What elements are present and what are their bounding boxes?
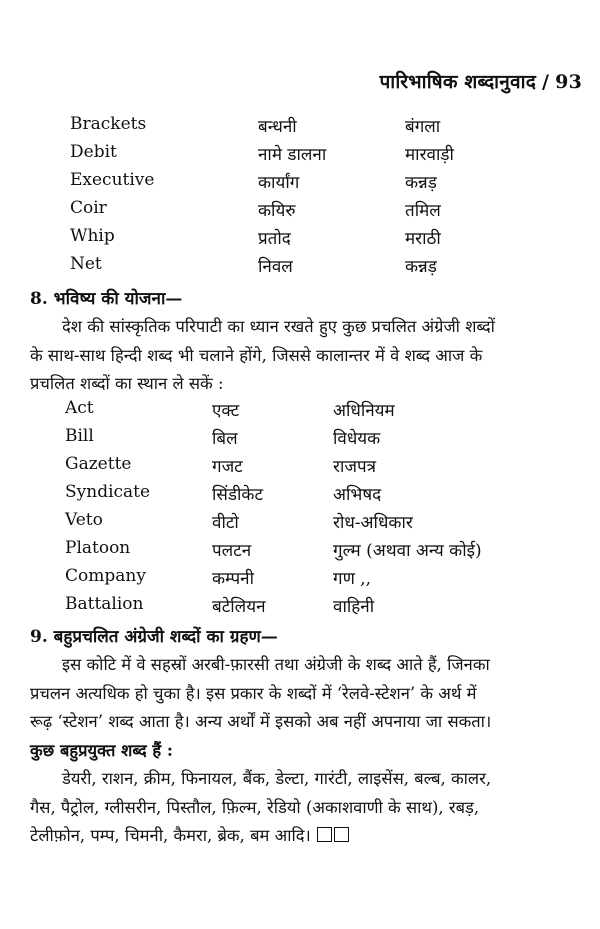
transliteration: वीटो — [212, 513, 239, 533]
source-language: बंगला — [405, 117, 441, 137]
paragraph-line: डेयरी, राशन, क्रीम, फिनायल, बैंक, डेल्टा, गारंटी, लाइसेंस, बल्ब, कालर, — [62, 769, 492, 788]
english-term: Net — [70, 254, 102, 274]
transliteration: सिंडीकेट — [212, 485, 264, 505]
transliteration: कम्पनी — [212, 569, 254, 589]
table-row — [0, 170, 600, 198]
section-9-paragraph — [30, 651, 570, 851]
running-header — [379, 68, 582, 94]
english-term: Company — [65, 566, 146, 586]
paragraph-line: इस कोटि में वे सहस्रों अरबी-फ़ारसी तथा अंग्रेजी के शब्द आते हैं, जिनका — [62, 655, 490, 674]
hindi-term: गुल्म (अथवा अन्य कोई) — [333, 541, 482, 561]
page-number: 93 — [555, 71, 582, 93]
english-term: Whip — [70, 226, 115, 246]
english-term: Veto — [65, 510, 103, 530]
table-row — [0, 510, 600, 538]
table-row — [0, 254, 600, 282]
table-row — [0, 482, 600, 510]
paragraph-line: कुछ बहुप्रयुक्त शब्द हैं : — [30, 740, 173, 760]
hindi-term: निवल — [258, 257, 293, 277]
source-language: कन्नड़ — [405, 173, 437, 193]
hindi-term: वाहिनी — [333, 597, 375, 617]
table-row — [0, 454, 600, 482]
hindi-term: बन्धनी — [258, 117, 297, 137]
english-term: Bill — [65, 426, 94, 446]
transliteration: पलटन — [212, 541, 252, 561]
section-8-paragraph — [30, 313, 570, 399]
paragraph-line-last — [30, 822, 570, 851]
table-row — [0, 114, 600, 142]
paragraph-line: देश की सांस्कृतिक परिपाटी का ध्यान रखते हुए कुछ प्रचलित अंग्रेजी शब्दों — [62, 317, 495, 336]
end-box-icon — [334, 827, 349, 842]
english-term: Syndicate — [65, 482, 151, 502]
hindi-term: रोध-अधिकार — [333, 513, 413, 533]
source-language: तमिल — [405, 201, 441, 221]
paragraph-line: रूढ़ ‘स्टेशन’ शब्द आता है। अन्य अर्थों में इसको अब नहीं अपनाया जा सकता। — [30, 712, 492, 731]
source-language: मारवाड़ी — [405, 145, 454, 165]
paragraph-line: प्रचलित शब्दों का स्थान ले सकें : — [30, 374, 224, 393]
hindi-term: प्रतोद — [258, 229, 291, 249]
english-term: Executive — [70, 170, 155, 190]
end-box-icon — [317, 827, 332, 842]
table-row — [0, 538, 600, 566]
section-8-heading: 8. भविष्य की योजना— — [30, 289, 183, 309]
hindi-term: राजपत्र — [333, 457, 377, 477]
hindi-term: गण ,, — [333, 569, 372, 589]
transliteration: बिल — [212, 429, 238, 449]
table-row — [0, 426, 600, 454]
table-row — [0, 594, 600, 622]
paragraph-line: के साथ-साथ हिन्दी शब्द भी चलाने होंगे, जिससे कालान्तर में वे शब्द आज के — [30, 345, 483, 365]
hindi-term: कयिरु — [258, 201, 296, 221]
end-marks — [315, 822, 349, 851]
source-language: कन्नड़ — [405, 257, 437, 277]
header-separator: / — [542, 71, 550, 93]
hindi-term: अभिषद — [333, 485, 382, 505]
paragraph-line: प्रचलन अत्यधिक हो चुका है। इस प्रकार के शब्दों में ‘रेलवे-स्टेशन’ के अर्थ में — [30, 683, 477, 703]
table-row — [0, 198, 600, 226]
hindi-term: अधिनियम — [333, 401, 395, 421]
table-row — [0, 566, 600, 594]
source-language: मराठी — [405, 229, 441, 249]
term-table-1 — [0, 114, 600, 282]
english-term: Debit — [70, 142, 117, 162]
transliteration: एक्ट — [212, 401, 240, 421]
english-term: Battalion — [65, 594, 144, 614]
english-term: Coir — [70, 198, 107, 218]
transliteration: बटेलियन — [212, 597, 266, 617]
hindi-term: विधेयक — [333, 429, 381, 449]
english-term: Brackets — [70, 114, 147, 134]
english-term: Gazette — [65, 454, 132, 474]
hindi-term: कार्यांग — [258, 173, 300, 193]
paragraph-line-text: टेलीफ़ोन, पम्प, चिमनी, कैमरा, ब्रेक, बम आदि। — [30, 826, 311, 845]
table-row — [0, 142, 600, 170]
term-table-2 — [0, 398, 600, 622]
table-row — [0, 398, 600, 426]
table-row — [0, 226, 600, 254]
header-title: पारिभाषिक शब्दानुवाद — [379, 71, 537, 93]
hindi-term: नामे डालना — [258, 145, 327, 165]
transliteration: गजट — [212, 457, 243, 477]
paragraph-line: गैस, पैट्रोल, ग्लीसरीन, पिस्तौल, फ़िल्म, रेडियो (अकाशवाणी के साथ), रबड़, — [30, 797, 480, 817]
english-term: Act — [65, 398, 94, 418]
section-9-heading: 9. बहुप्रचलित अंग्रेजी शब्दों का ग्रहण— — [30, 627, 278, 647]
english-term: Platoon — [65, 538, 131, 558]
